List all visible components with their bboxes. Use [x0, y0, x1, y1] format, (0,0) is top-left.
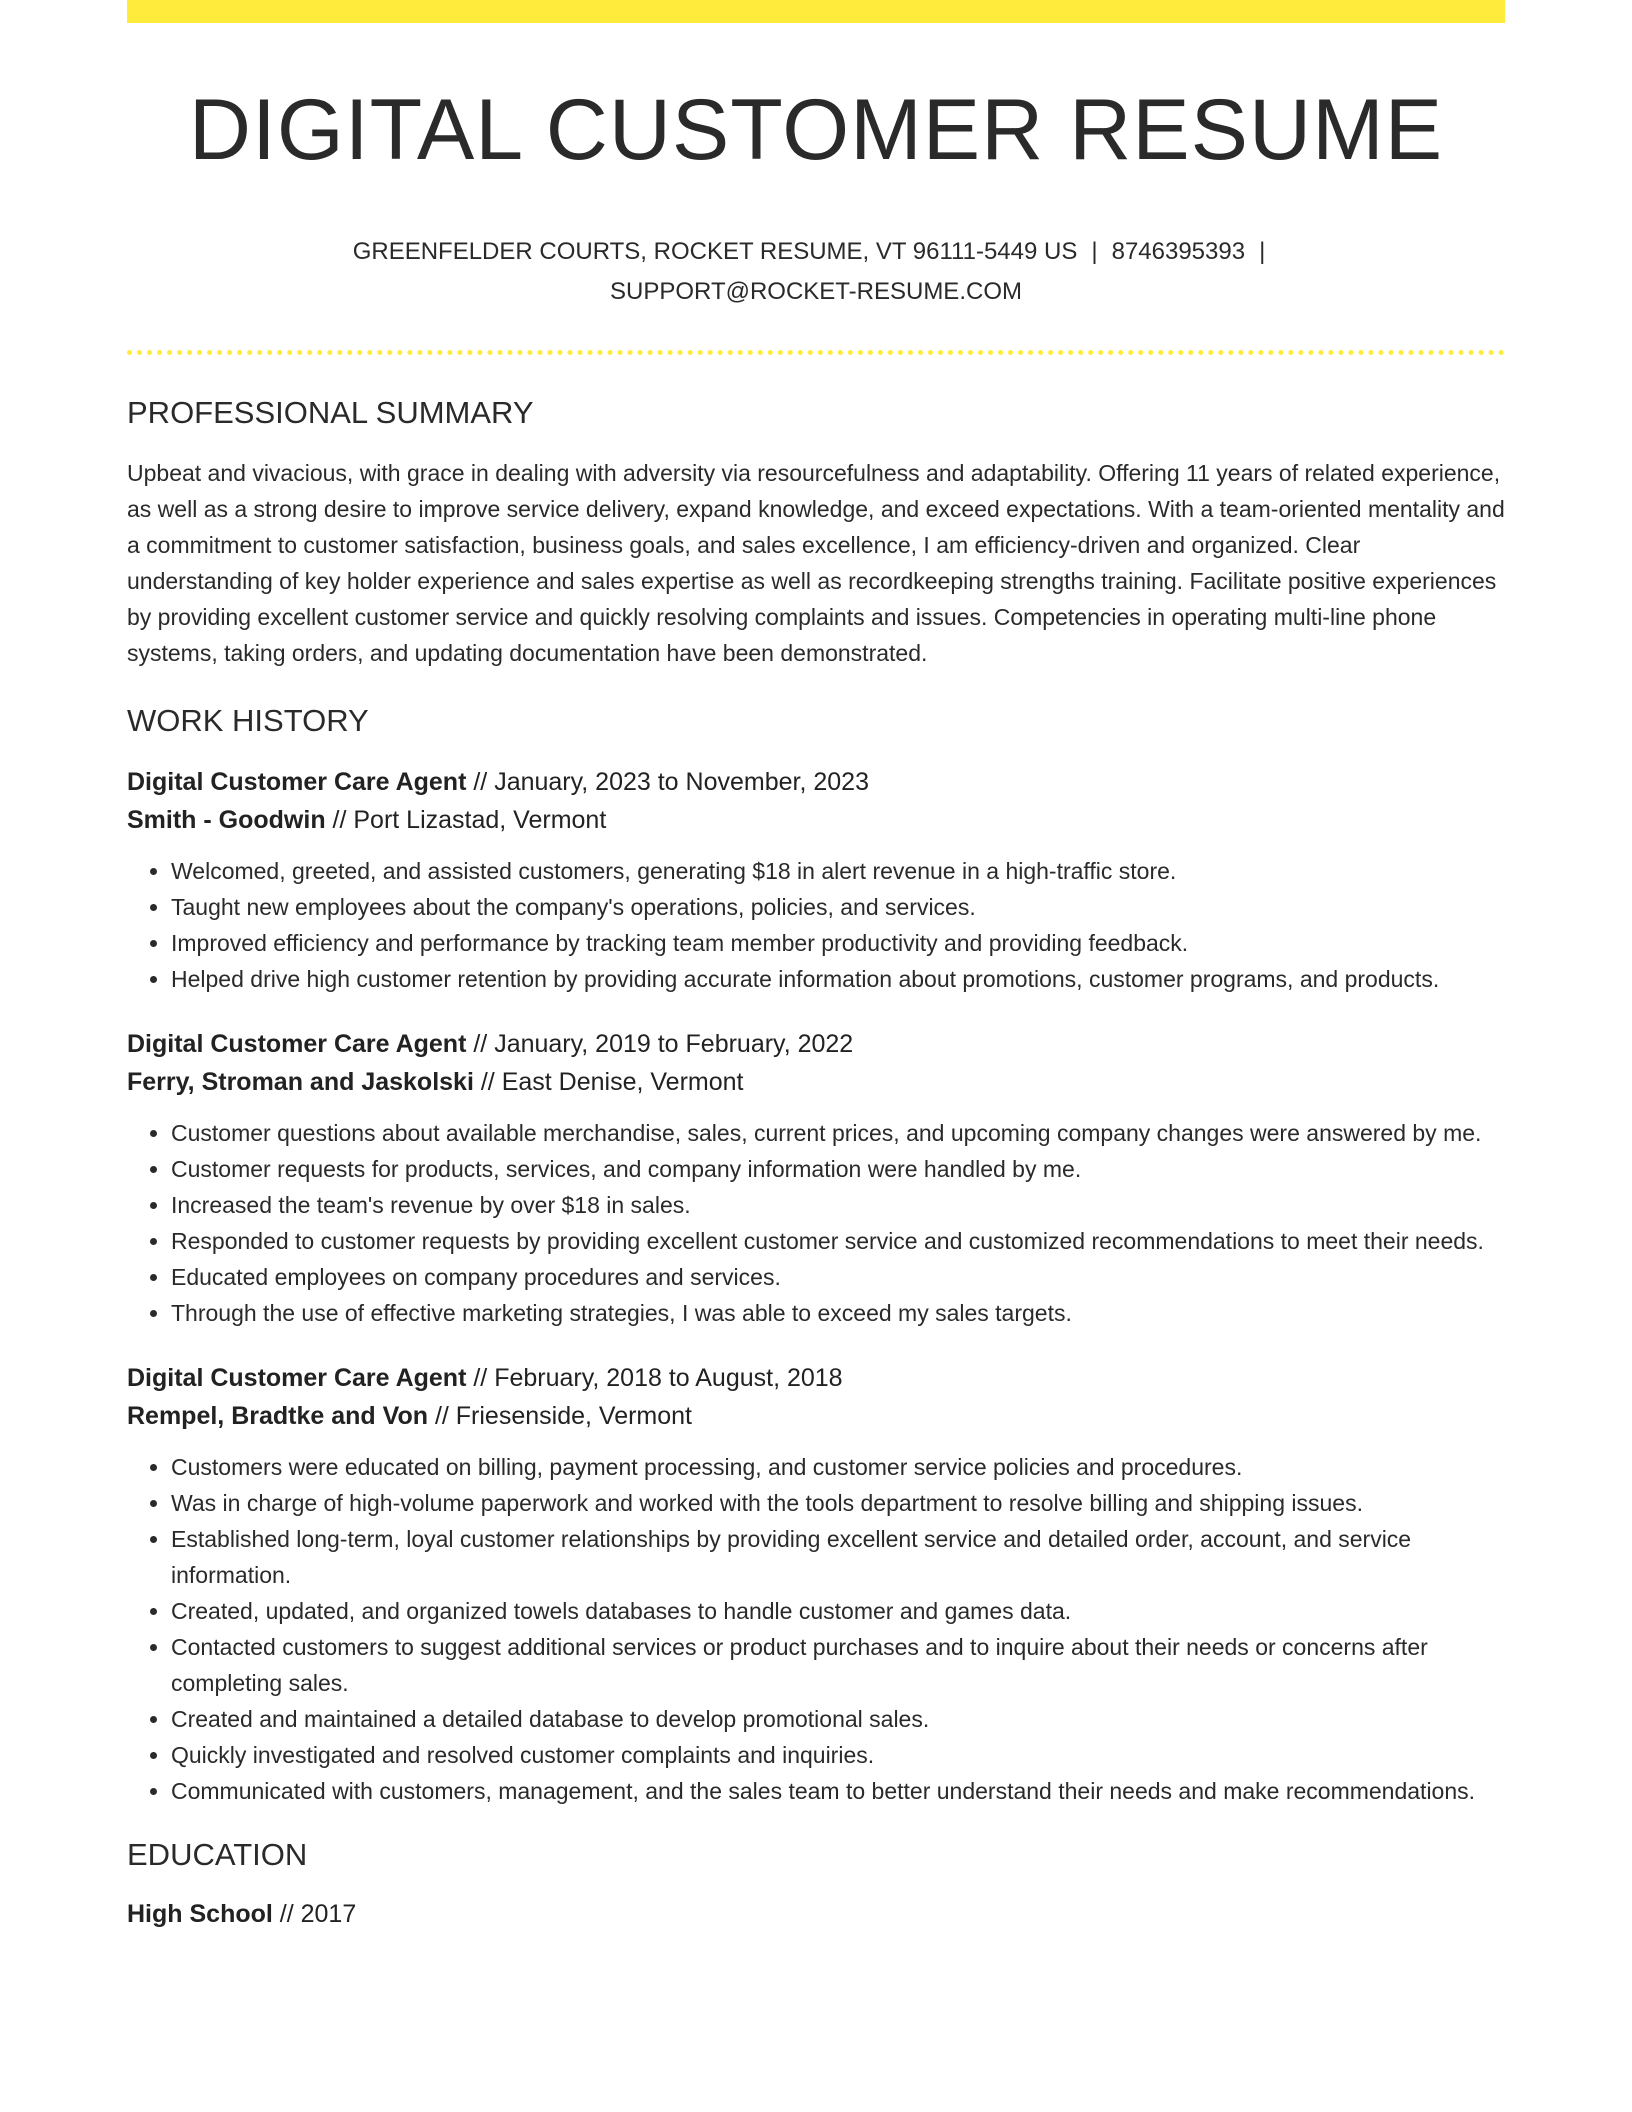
- job-dates: // February, 2018 to August, 2018: [466, 1364, 843, 1393]
- job-bullet-item: • Through the use of effective marketing strategies, I was able to exceed my sales targets.: [171, 1295, 1505, 1331]
- job-dates: // January, 2023 to November, 2023: [466, 768, 869, 797]
- job-bullet-item: • Helped drive high customer retention by providing accurate information about promotions, customer programs, and products.: [171, 961, 1505, 997]
- contact-phone: 8746395393: [1111, 238, 1246, 266]
- job-title: Digital Customer Care Agent: [127, 1364, 467, 1393]
- job-entry: [127, 1025, 1505, 1331]
- job-bullet-item: • Quickly investigated and resolved customer complaints and inquiries.: [171, 1737, 1505, 1773]
- job-bullet-item: • Educated employees on company procedures and services.: [171, 1259, 1505, 1295]
- education-degree: High School: [127, 1900, 273, 1929]
- education-entry: [127, 1895, 1505, 1933]
- job-title: Digital Customer Care Agent: [127, 1030, 467, 1059]
- job-bullet-item: • Improved efficiency and performance by tracking team member productivity and providing feedback.: [171, 925, 1505, 961]
- job-bullet-item: • Created and maintained a detailed database to develop promotional sales.: [171, 1701, 1505, 1737]
- employer-line: [127, 801, 1505, 839]
- contact-info: [127, 232, 1505, 312]
- work-history-heading: WORK HISTORY: [127, 703, 369, 739]
- employer-name: Smith - Goodwin: [127, 806, 326, 835]
- job-bullet-item: • Taught new employees about the company's operations, policies, and services.: [171, 889, 1505, 925]
- summary-heading: PROFESSIONAL SUMMARY: [127, 395, 534, 431]
- job-title-line: [127, 1025, 1505, 1063]
- job-title-line: [127, 763, 1505, 801]
- summary-text: Upbeat and vivacious, with grace in dealing with adversity via resourcefulness and adaptability. Offering 11 years of related experience, as well as a strong desire to improve service delivery, expand knowledge, and exceed expectations. With a team-oriented mentality and a commitment to customer satisfaction, business goals, and sales excellence, I am efficiency-driven and organized. Clear understanding of key holder experience and sales expertise as well as recordkeeping strengths training. Facilitate positive experiences by providing excellent customer service and quickly resolving complaints and issues. Competencies in operating multi-line phone systems, taking orders, and updating documentation have been demonstrated.: [127, 460, 1505, 667]
- job-bullet-item: • Responded to customer requests by providing excellent customer service and customized recommendations to meet their needs.: [171, 1223, 1505, 1259]
- job-title-line: [127, 1359, 1505, 1397]
- resume-title: DIGITAL CUSTOMER RESUME: [188, 82, 1444, 178]
- education-heading: EDUCATION: [127, 1837, 308, 1873]
- employer-name: Ferry, Stroman and Jaskolski: [127, 1068, 474, 1097]
- education-list: [127, 1895, 1505, 1933]
- job-dates: // January, 2019 to February, 2022: [466, 1030, 854, 1059]
- education-year: // 2017: [272, 1900, 357, 1929]
- dotted-divider: [127, 350, 1505, 355]
- employer-name: Rempel, Bradtke and Von: [127, 1402, 428, 1431]
- job-bullet-item: • Increased the team's revenue by over $18 in sales.: [171, 1187, 1505, 1223]
- employer-location: // Friesenside, Vermont: [428, 1402, 693, 1431]
- job-entry: [127, 1359, 1505, 1809]
- job-bullet-item: • Customer requests for products, services, and company information were handled by me.: [171, 1151, 1505, 1187]
- job-bullet-item: • Established long-term, loyal customer relationships by providing excellent service and detailed order, account, and service information.: [171, 1521, 1505, 1593]
- job-bullets: [127, 1449, 1505, 1809]
- employer-line: [127, 1397, 1505, 1435]
- job-bullet-item: • Customers were educated on billing, payment processing, and customer service policies and procedures.: [171, 1449, 1505, 1485]
- job-bullets: [127, 853, 1505, 997]
- job-bullet-item: • Contacted customers to suggest additional services or product purchases and to inquire about their needs or concerns after completing sales.: [171, 1629, 1505, 1701]
- contact-email: SUPPORT@ROCKET-RESUME.COM: [610, 278, 1022, 306]
- job-bullet-item: • Communicated with customers, management, and the sales team to better understand their needs and make recommendations.: [171, 1773, 1505, 1809]
- contact-address: GREENFELDER COURTS, ROCKET RESUME, VT 96111-5449 US: [352, 238, 1078, 266]
- job-bullets: [127, 1115, 1505, 1331]
- job-bullet-item: • Created, updated, and organized towels databases to handle customer and games data.: [171, 1593, 1505, 1629]
- employer-location: // East Denise, Vermont: [473, 1068, 744, 1097]
- job-bullet-item: • Was in charge of high-volume paperwork and worked with the tools department to resolve billing and shipping issues.: [171, 1485, 1505, 1521]
- employer-line: [127, 1063, 1505, 1101]
- job-entry: [127, 763, 1505, 997]
- job-bullet-item: • Customer questions about available merchandise, sales, current prices, and upcoming company changes were answered by me.: [171, 1115, 1505, 1151]
- employer-location: // Port Lizastad, Vermont: [325, 806, 607, 835]
- work-history-list: [127, 763, 1505, 1809]
- job-bullet-item: • Welcomed, greeted, and assisted customers, generating $18 in alert revenue in a high-traffic store.: [171, 853, 1505, 889]
- job-title: Digital Customer Care Agent: [127, 768, 467, 797]
- top-accent-bar: [127, 0, 1505, 23]
- contact-separator: |: [1091, 238, 1098, 266]
- contact-separator: |: [1259, 238, 1266, 266]
